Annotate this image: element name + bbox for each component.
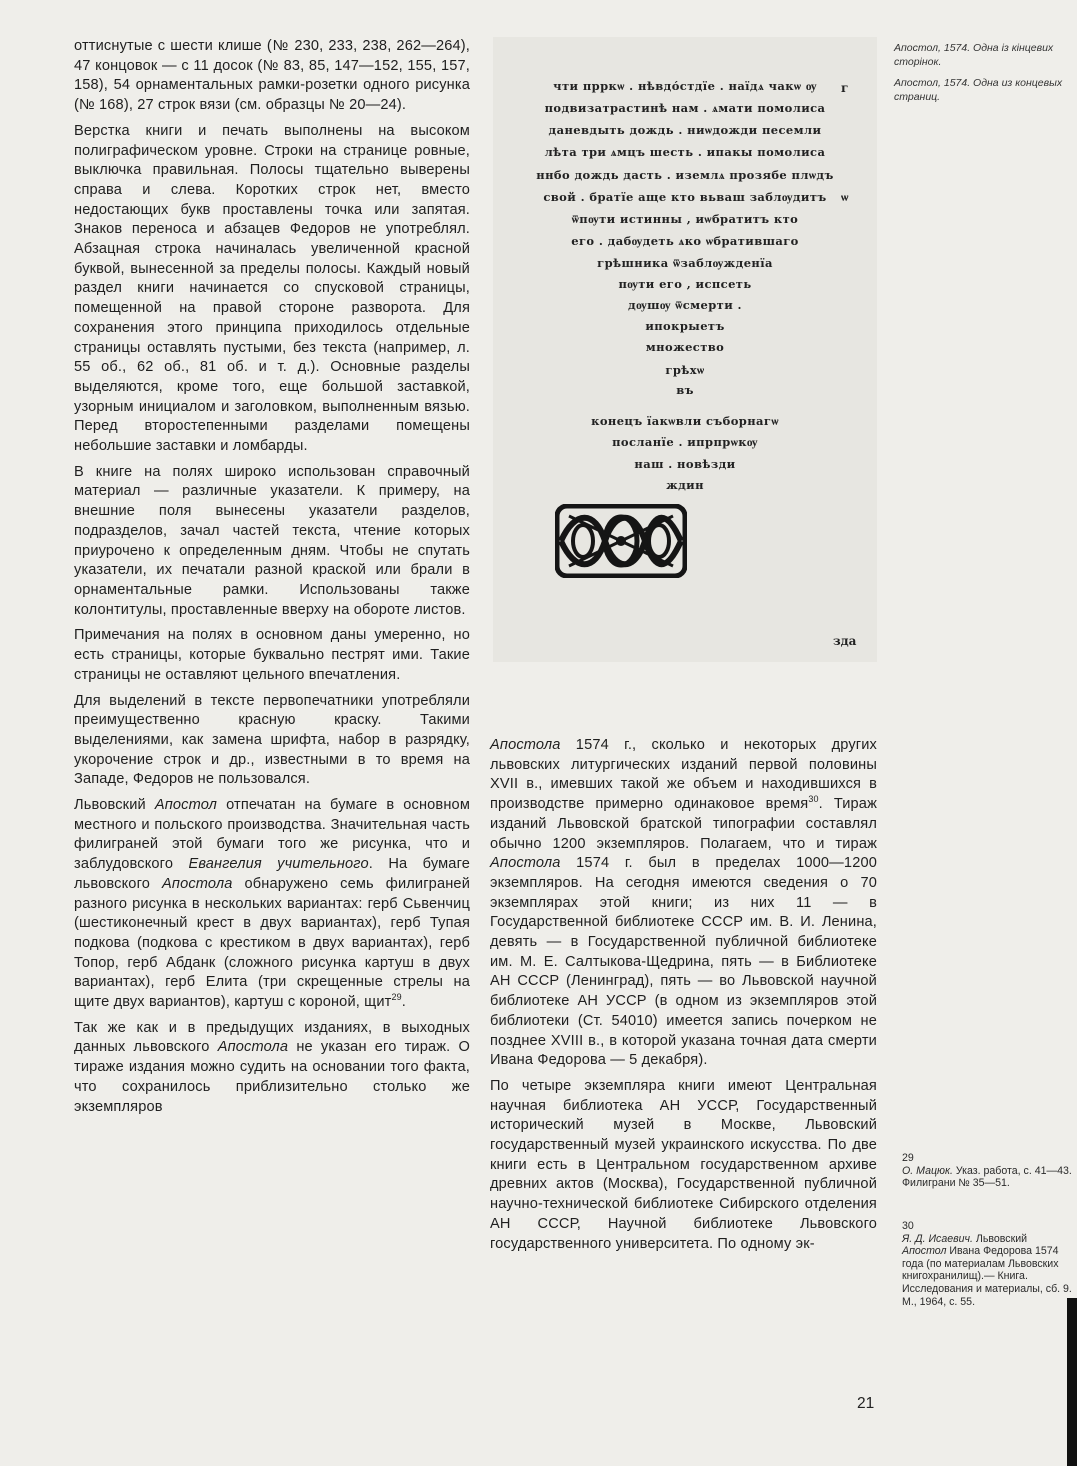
plate-text-line: въ <box>676 383 694 397</box>
right-text-column <box>490 736 877 1260</box>
plate-text-line: грѣхѡ <box>665 363 705 377</box>
text-run: Так же как и в предыдущих изданиях, в выходных данных львовского <box>74 1019 470 1056</box>
paragraph: Верстка книги и печать выполнены на высоком полиграфическом уровне. Строки на странице ровные, выключка правильная. Полосы тщательно выверены справа и слева. Коротких строк нет, вместо недостающих букв проставлены точка или запятая. Знаков переноса и абзацев Федоров не употреблял. Абзацная строка начиналась увеличенной красной буквой, вынесенной за пределы полосы. Каждый новый раздел книги начинается со спусковой страницы, помещенной на правой стороне разворота. Для сохранения этого принципа приходилось отдельные страницы оставлять пустыми, без текста (например, л. 55 об., 62 об., 81 об. и т. д.). Основные разделы выделяются, кроме того, еще большой заставкой, узорным инициалом и заголовком, выполненным вязью. Перед второстепенными разделами помещены небольшие заставки и ломбарды. <box>74 122 470 455</box>
footnote-author: Я. Д. Исаевич. <box>902 1232 973 1245</box>
plate-text-line: множество <box>645 340 725 354</box>
footnote-ref: 30 <box>808 794 819 805</box>
paragraph <box>490 736 877 1071</box>
plate-text-line: ѿпѹти истинны , иѡбратитъ кто <box>571 212 799 226</box>
book-title: Апостола <box>490 855 561 872</box>
text-run: не указан его тираж. О тираже издания можно судить на основании того факта, что сохранилось приблизительно столько же экземпляров <box>74 1039 470 1115</box>
text-run: обнаружено семь филиграней разного рисунка в нескольких вариантах: герб Сьвенчиц (шестиконечный крест в двух вариантах), герб Тупая подкова (подкова с крестиком в двух вариантах), герб Топор, герб Абданк (сложного рисунка картуш в двух вариантах), герб Елита (три скрещенные стрелы на щите двух вариантов), картуш с короной, щит <box>74 875 470 1011</box>
book-title: Евангелия учительного <box>188 856 369 873</box>
text-run: . На бумаге львовского <box>74 856 470 892</box>
plate-text-line: конецъ їакѡвли съборнагѡ <box>591 414 779 428</box>
plate-text-line: наш . новѣзди <box>634 457 736 471</box>
plate-text-line: лѣта три ѧмцъ шесть . ипакы помолиса <box>544 145 826 159</box>
plate-text-line: грѣшника ѿзаблѹжденїа <box>597 256 773 270</box>
footnote-ref: 29 <box>391 992 402 1003</box>
paragraph <box>74 796 470 1013</box>
book-title: Апостол <box>154 797 218 814</box>
footnote-author: О. Мацюк. <box>902 1164 953 1177</box>
text-run: Ивана Федорова 1574 года (по материалам Львовских книгохранилищ).— Книга. Исследования и материалы, сб. 9. М., 1964, с. 55. <box>902 1245 1072 1308</box>
plate-text-line: подвизатрастинѣ нам . ѧмати помолиса <box>544 101 826 115</box>
paragraph: В книге на полях широко использован справочный материал — различные указатели. К примеру, на внешние поля вынесены указатели разделов, подразделов, зачал частей текста, чтение которых приурочено к определенным дням. Чтобы не спутать указатели, их печатали разной краской или брали в орнаментальные рамки. Использованы также колонтитулы, проставленные вверху на обороте листов. <box>74 463 470 618</box>
folio-mark: ѡ <box>841 190 849 204</box>
facsimile-plate <box>493 37 877 662</box>
text-run: 1574 г. был в пределах 1000—1200 экземпляров. На сегодня имеются сведения о 70 экземплярах этой книги; из них 11 — в Государственной библиотеке СССР им. В. И. Ленина, девять — в Государственной публичной библиотеке им. М. Е. Салтыкова-Щедрина, пять — в Библиотеке АН СССР (Ленинград), пять — во Львовской научной библиотеке АН УССР (в одном из экземпляров этой библиотеки (Ст. 54010) имеется запись почерком не позднее XVIII в., в которой указана точная дата смерти Ивана Федорова — 5 декабря). <box>490 855 877 1069</box>
footnote-29 <box>902 1152 1074 1190</box>
text-run: Львовский <box>74 797 155 814</box>
page-edge-shadow <box>1067 1298 1077 1466</box>
paragraph <box>74 1019 470 1118</box>
plate-text-line: ипокрыетъ <box>645 319 725 333</box>
plate-text-line: ннбо дождь дасть . иземлѧ прозябе плѡдъ <box>536 168 834 182</box>
footnote-text <box>902 1233 1074 1309</box>
book-title: Апостола <box>217 1039 289 1056</box>
folio-mark: г <box>841 81 849 95</box>
plate-text-line: даневдыть дождь . ниѡдожди песемли <box>548 123 822 137</box>
plate-text-line: дѹшѹ ѿсмерти . <box>628 298 742 312</box>
text-run: Указ. работа, с. 41—43. Филиграни № 35—51. <box>902 1164 1072 1190</box>
caption-russian: Апостол, 1574. Одна из концевых страниц. <box>894 77 1063 103</box>
text-run: . Тираж изданий Львовской братской типографии составлял обычно 1200 экземпляров. Полагаем, что и тираж <box>490 796 877 852</box>
text-run: Львовский <box>972 1232 1028 1245</box>
book-title: Апостола <box>162 875 233 892</box>
footnote-30 <box>902 1220 1074 1308</box>
book-title: Апостола <box>490 737 561 753</box>
caption-ukrainian: Апостол, 1574. Одна із кінцевих сторінок. <box>894 42 1054 68</box>
page-number: 21 <box>857 1395 875 1412</box>
footnote-number: 29 <box>902 1152 914 1164</box>
plate-text-line: пѹти его , испсеть <box>618 277 752 291</box>
footnote-text <box>902 1165 1074 1190</box>
plate-text-line: свой . братїе аще кто вьваш заблѹдитъ <box>543 190 827 204</box>
paragraph: Примечания на полях в основном даны умеренно, но есть страницы, которые буквально пестрят ими. Такие страницы не оставляют цельного впечатления. <box>74 627 470 683</box>
left-text-column <box>74 37 470 1123</box>
paragraph: По четыре экземпляра книги имеют Центральная научная библиотека АН УССР, Государственный исторический музей в Москве, Львовский государственный музей украинского искусства. По две книги есть в Центральном государственном архиве древних актов (Москва), Государственной публичной научно-технической библиотеке Сибирского отделения АН СССР, Научной библиотеке Львовского государственного университета. По одному эк- <box>490 1077 877 1252</box>
text-run: 1574 г., сколько и некоторых других львовских литургических изданий первой половины XVII в., имевших такой же объем и находившихся в производстве примерно одинаковое время <box>490 737 877 813</box>
text-run: . <box>401 994 406 1011</box>
interlace-tailpiece-ornament <box>555 504 687 578</box>
footnote-number: 30 <box>902 1220 914 1232</box>
text-run: отпечатан на бумаге в основном местного и польского производства. Значительная часть филиграней этой бумаги того же рисунка, что и заблудовского <box>74 797 470 873</box>
plate-text-line: чти прркѡ . нѣвдо́стдїе . наїдѧ чакѡ ѹ <box>553 79 817 93</box>
book-title: Апостол <box>902 1245 947 1258</box>
paragraph: Для выделений в тексте первопечатники употребляли преимущественно красную краску. Такими выделениями, как замена шрифта, набор в разрядку, укорочение строк и др., известными в то время на Западе, Федоров не пользовался. <box>74 692 470 788</box>
folio-mark: зда <box>833 634 857 648</box>
plate-caption <box>894 42 1074 112</box>
paragraph: оттиснутые с шести клише (№ 230, 233, 238, 262—264), 47 концовок — с 11 досок (№ 83, 85, 147—152, 155, 157, 158), 54 орнаментальных рамки-розетки одного рисунка (№ 168), 27 строк вязи (см. образцы № 20—24). <box>74 38 470 114</box>
plate-text-line: посланїе . ипрпрѡкѹ <box>612 435 758 449</box>
plate-text-line: ждин <box>666 478 704 492</box>
plate-text-line: его . дабѹдеть ѧко ѡбратившаго <box>571 234 799 248</box>
